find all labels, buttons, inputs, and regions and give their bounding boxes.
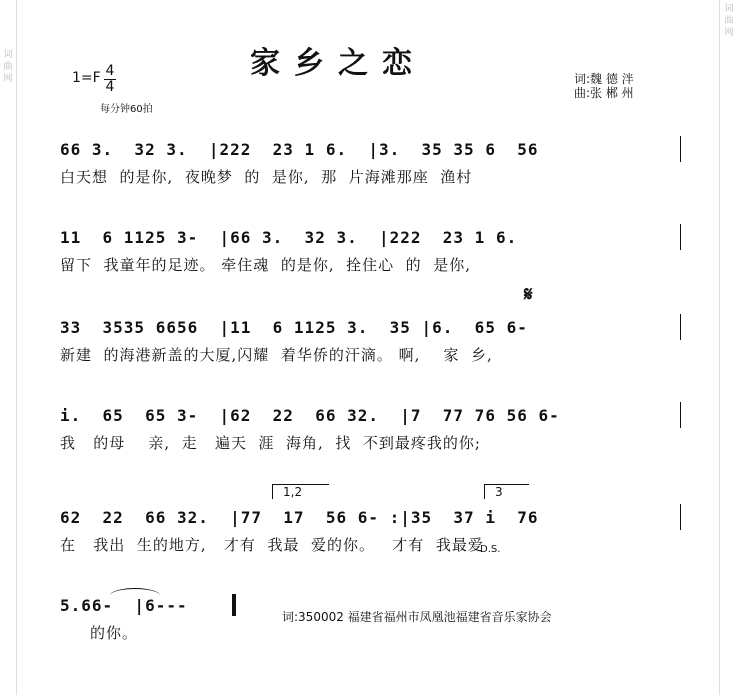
key-signature: 1=F — [72, 70, 101, 86]
dal-segno-marking: D.S. — [480, 544, 501, 555]
volta-bracket-first: 1,2 — [272, 484, 329, 499]
lyric-line: 的你。 — [90, 624, 139, 642]
notation-line: i. 65 65 3- |62 22 66 32. |7 77 76 56 6- — [60, 406, 560, 425]
watermark-char: 词 — [3, 50, 13, 60]
barline — [680, 402, 681, 428]
barline — [680, 314, 681, 340]
watermark-char: 曲 — [3, 62, 13, 72]
notation-line: 5.66- |6--- — [60, 596, 188, 615]
contact-footer: 词:350002 福建省福州市凤凰池福建省音乐家协会 — [282, 610, 552, 624]
notation-line: 66 3. 32 3. |222 23 1 6. |3. 35 35 6 56 — [60, 140, 539, 159]
right-watermark-strip — [719, 0, 736, 695]
time-signature — [104, 64, 116, 95]
composer-credit: 曲:张 郴 州 — [574, 86, 634, 100]
notation-line: 11 6 1125 3- |66 3. 32 3. |222 23 1 6. — [60, 228, 518, 247]
barline — [680, 224, 681, 250]
final-barline — [232, 594, 236, 616]
lyricist-credit: 词:魏 德 泮 — [574, 72, 634, 86]
song-title: 家乡之恋 — [250, 46, 426, 81]
segno-sign: 𝄋 — [524, 282, 533, 306]
lyric-line: 我 的母 亲, 走 遍天 涯 海角, 找 不到最疼我的你; — [60, 434, 481, 452]
barline — [680, 136, 681, 162]
notation-line: 33 3535 6656 |11 6 1125 3. 35 |6. 65 6- — [60, 318, 528, 337]
lyric-line: 白天想 的是你, 夜晚梦 的 是你, 那 片海滩那座 渔村 — [60, 168, 473, 186]
notation-line: 62 22 66 32. |77 17 56 6- :|35 37 i 76 — [60, 508, 539, 527]
left-watermark-strip — [0, 0, 17, 695]
watermark-char: 曲 — [724, 16, 734, 26]
watermark-char: 网 — [3, 74, 13, 84]
lyric-line: 在 我出 生的地方, 才有 我最 爱的你。 才有 我最爱 — [60, 536, 484, 554]
tempo-marking: 每分钟60拍 — [100, 104, 153, 115]
lyric-line: 留下 我童年的足迹。 牵住魂 的是你, 拴住心 的 是你, — [60, 256, 471, 274]
watermark-char: 词 — [724, 4, 734, 14]
lyric-line: 新建 的海港新盖的大厦,闪耀 着华侨的汗滴。 啊, 家 乡, — [60, 346, 493, 364]
meter-top: 4 — [105, 63, 115, 79]
watermark-char: 网 — [724, 28, 734, 38]
volta-bracket-second: 3 — [484, 484, 529, 499]
meter-bottom: 4 — [105, 79, 115, 95]
barline — [680, 504, 681, 530]
